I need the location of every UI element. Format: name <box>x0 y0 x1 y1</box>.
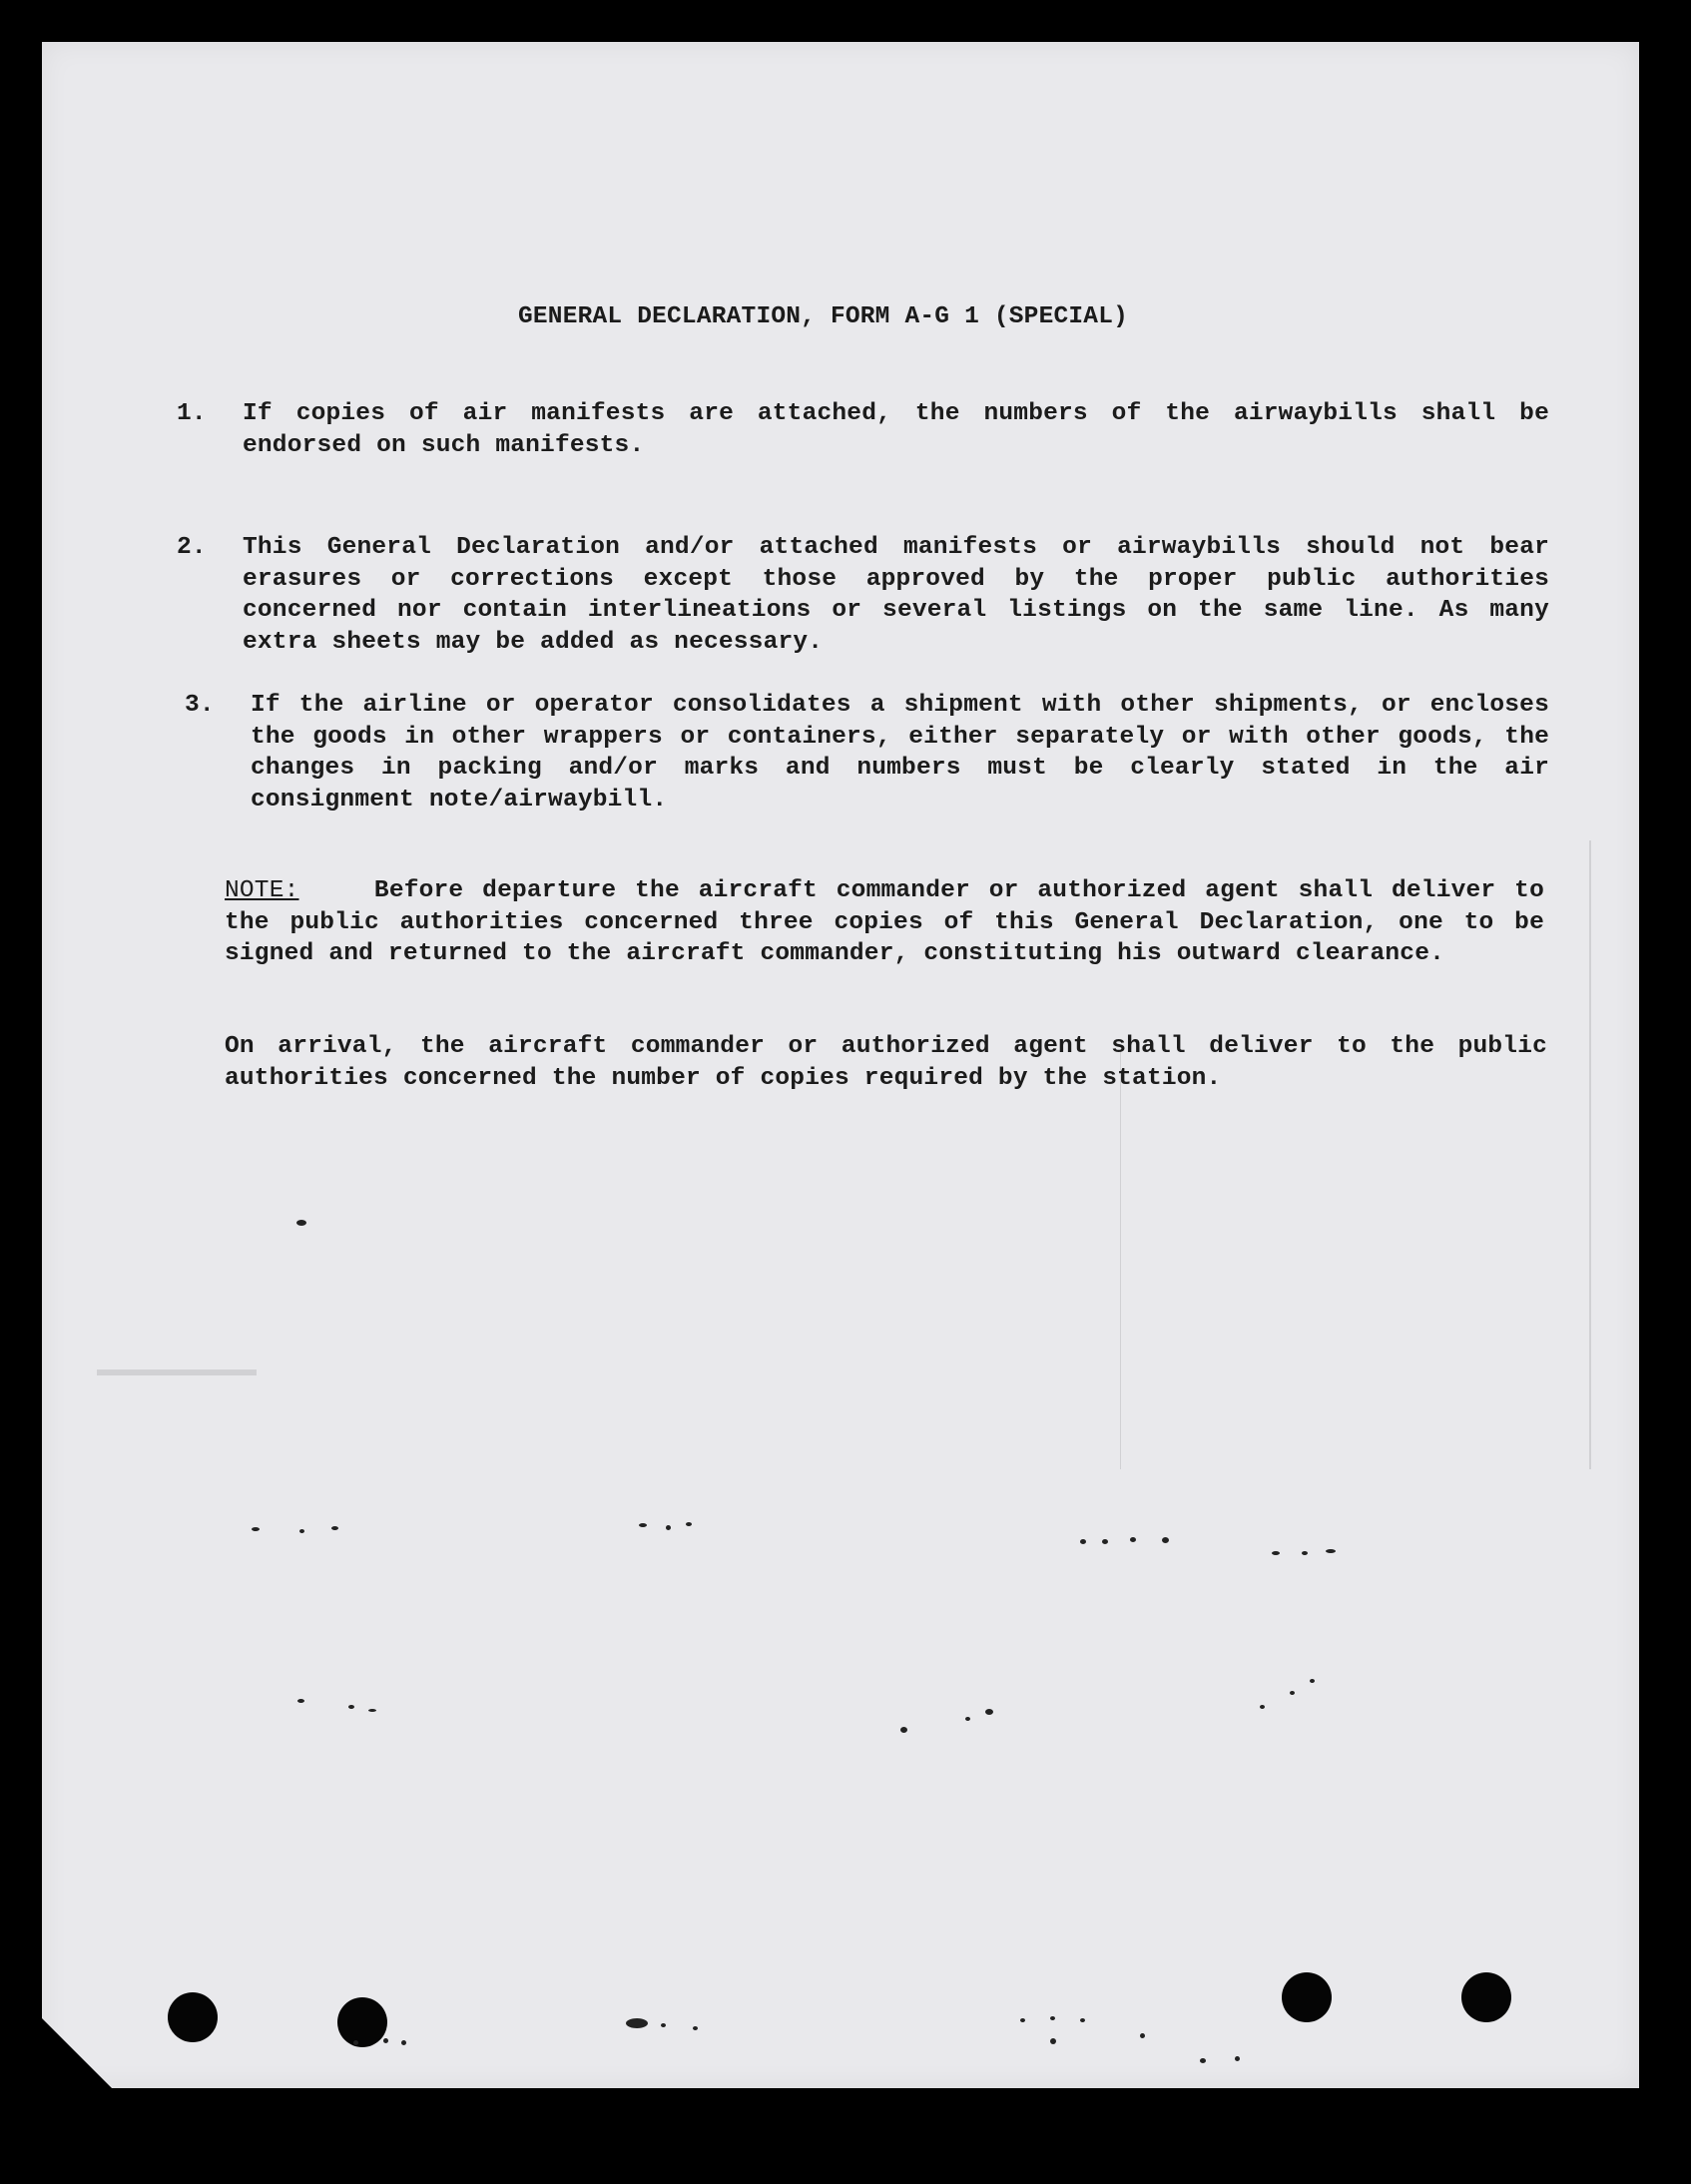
note-paragraph <box>225 875 1544 970</box>
item-number: 2. <box>177 534 207 561</box>
speck <box>299 1529 304 1533</box>
list-item <box>177 398 1549 461</box>
speck <box>1326 1549 1336 1553</box>
speck <box>1290 1691 1295 1695</box>
arrival-paragraph: On arrival, the aircraft commander or authorized agent shall deliver to the public authorities concerned the number of copies required by the station. <box>225 1033 1547 1092</box>
note-text: Before departure the aircraft commander or authorized agent shall deliver to the public authorities concerned three copies of this General Declaration, one to be signed and returned to the aircraft commander, constituting his outward clearance. <box>225 877 1544 967</box>
speck <box>1302 1551 1308 1555</box>
speck <box>401 2040 406 2045</box>
speck <box>1310 1679 1315 1683</box>
speck <box>1235 2056 1240 2061</box>
speck <box>368 1709 376 1712</box>
document-title: GENERAL DECLARATION, FORM A-G 1 (SPECIAL) <box>518 303 1128 330</box>
speck <box>1140 2033 1145 2038</box>
speck <box>1162 1537 1169 1543</box>
note-label: NOTE: <box>225 877 299 904</box>
speck <box>985 1709 993 1715</box>
bleed-through-line <box>1120 1050 1121 1469</box>
speck <box>331 1526 338 1530</box>
document-page <box>42 42 1639 2088</box>
folded-corner <box>42 2018 112 2088</box>
speck <box>626 2018 648 2028</box>
item-text: If the airline or operator consolidates a shipment with other shipments, or encloses the goods in other wrappers or containers, either separately or with other goods, the changes in packing and/or marks and numbers must be clearly stated in the air consignment note/airwaybill. <box>251 692 1549 814</box>
item-text: If copies of air manifests are attached, the numbers of the airwaybills shall be endorsed on such manifests. <box>243 400 1549 459</box>
bleed-through-mark <box>97 1369 257 1375</box>
list-item <box>177 532 1549 658</box>
speck <box>348 1705 354 1709</box>
speck <box>1200 2058 1206 2063</box>
speck <box>639 1523 647 1527</box>
speck <box>383 2038 388 2043</box>
speck <box>252 1527 260 1531</box>
speck <box>666 1525 671 1530</box>
punch-hole <box>168 1992 218 2042</box>
speck <box>1130 1537 1136 1542</box>
speck <box>353 2040 358 2045</box>
item-number: 3. <box>185 692 215 719</box>
speck <box>1102 1539 1108 1544</box>
list-item <box>177 690 1549 816</box>
speck <box>1050 2016 1055 2020</box>
speck <box>900 1727 907 1733</box>
speck <box>661 2023 666 2027</box>
speck <box>297 1699 304 1703</box>
speck <box>1272 1551 1280 1555</box>
speck <box>1080 2018 1085 2022</box>
punch-hole <box>1461 1972 1511 2022</box>
scan-background <box>0 2088 1691 2184</box>
item-text: This General Declaration and/or attached manifests or airwaybills should not bear erasures or corrections except those approved by the proper public authorities concerned nor contain interlineations or several listings on the same line. As many extra sheets may be added as necessary. <box>243 534 1549 656</box>
speck <box>965 1717 970 1721</box>
speck <box>1050 2038 1056 2044</box>
speck <box>686 1522 692 1526</box>
punch-hole <box>337 1997 387 2047</box>
punch-hole <box>1282 1972 1332 2022</box>
bleed-through-line <box>1589 840 1591 1469</box>
speck <box>1260 1705 1265 1709</box>
speck <box>1080 1539 1086 1544</box>
item-number: 1. <box>177 400 207 427</box>
speck <box>296 1220 306 1226</box>
speck <box>693 2026 698 2030</box>
speck <box>1020 2018 1025 2022</box>
